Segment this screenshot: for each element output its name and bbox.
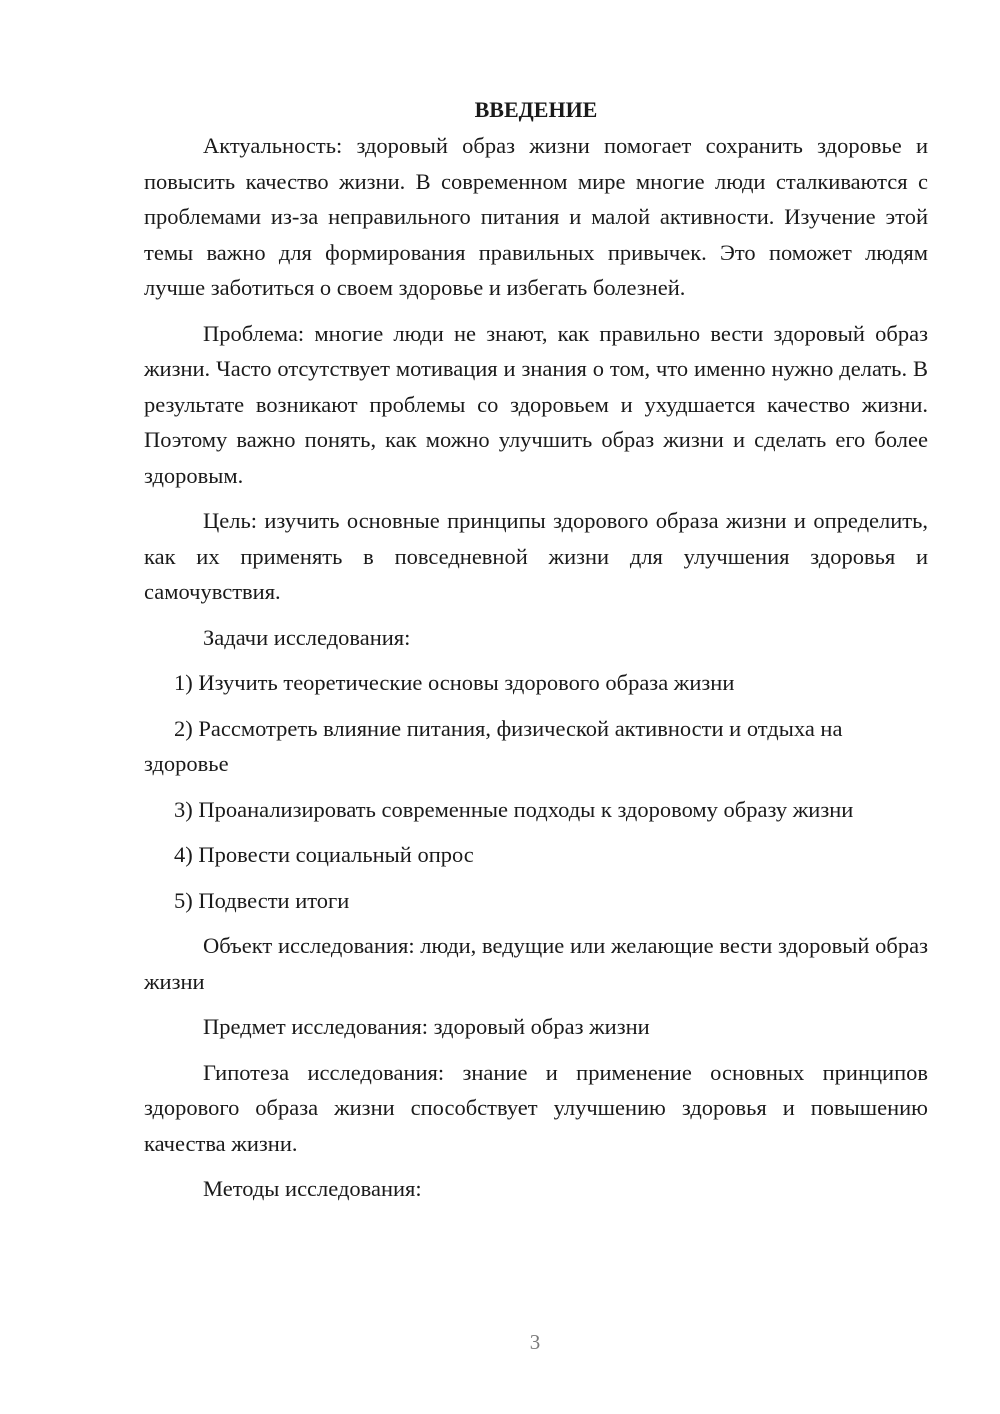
paragraph-problem: Проблема: многие люди не знают, как правильно вести здоровый образ жизни. Часто отсутствует мотивация и знания о том, что именно нужно делать. В результате возникают проблемы со здоровьем и ухудшается качество жизни. Поэтому важно понять, как можно улучшить образ жизни и сделать его более здоровым.	[144, 320, 928, 488]
tasks-heading: Задачи исследования:	[203, 624, 411, 650]
paragraph-hypothesis: Гипотеза исследования: знание и применение основных принципов здорового образа жизни способствует улучшению здоровья и повышению качества жизни.	[144, 1059, 928, 1156]
task-item-3: 3) Проанализировать современные подходы к здоровому образу жизни	[174, 796, 854, 822]
task-item-2: 2) Рассмотреть влияние питания, физической активности и отдыха на здоровье	[144, 715, 843, 776]
task-item-1: 1) Изучить теоретические основы здорового образа жизни	[174, 670, 735, 695]
paragraph-relevance: Актуальность: здоровый образ жизни помогает сохранить здоровье и повысить качество жизни. В современном мире многие люди сталкиваются с проблемами из-за неправильного питания и малой активности. Изучение этой темы важно для формирования правильных привычек. Это поможет людям лучше заботиться о своем здоровье и избегать болезней.	[144, 133, 928, 300]
paragraph-subject: Предмет исследования: здоровый образ жизни	[203, 1014, 650, 1039]
section-title: ВВЕДЕНИЕ	[474, 97, 598, 122]
paragraph-goal: Цель: изучить основные принципы здорового образа жизни и определить, как их применять в повседневной жизни для улучшения здоровья и самочувствия.	[144, 508, 928, 604]
paragraph-object: Объект исследования: люди, ведущие или желающие вести здоровый образ жизни	[144, 933, 928, 994]
document-page	[144, 92, 928, 1217]
task-item-4: 4) Провести социальный опрос	[174, 842, 474, 867]
task-item-5: 5) Подвести итоги	[174, 887, 350, 913]
methods-heading: Методы исследования:	[203, 1176, 422, 1201]
page-number: 3	[529, 1330, 541, 1354]
